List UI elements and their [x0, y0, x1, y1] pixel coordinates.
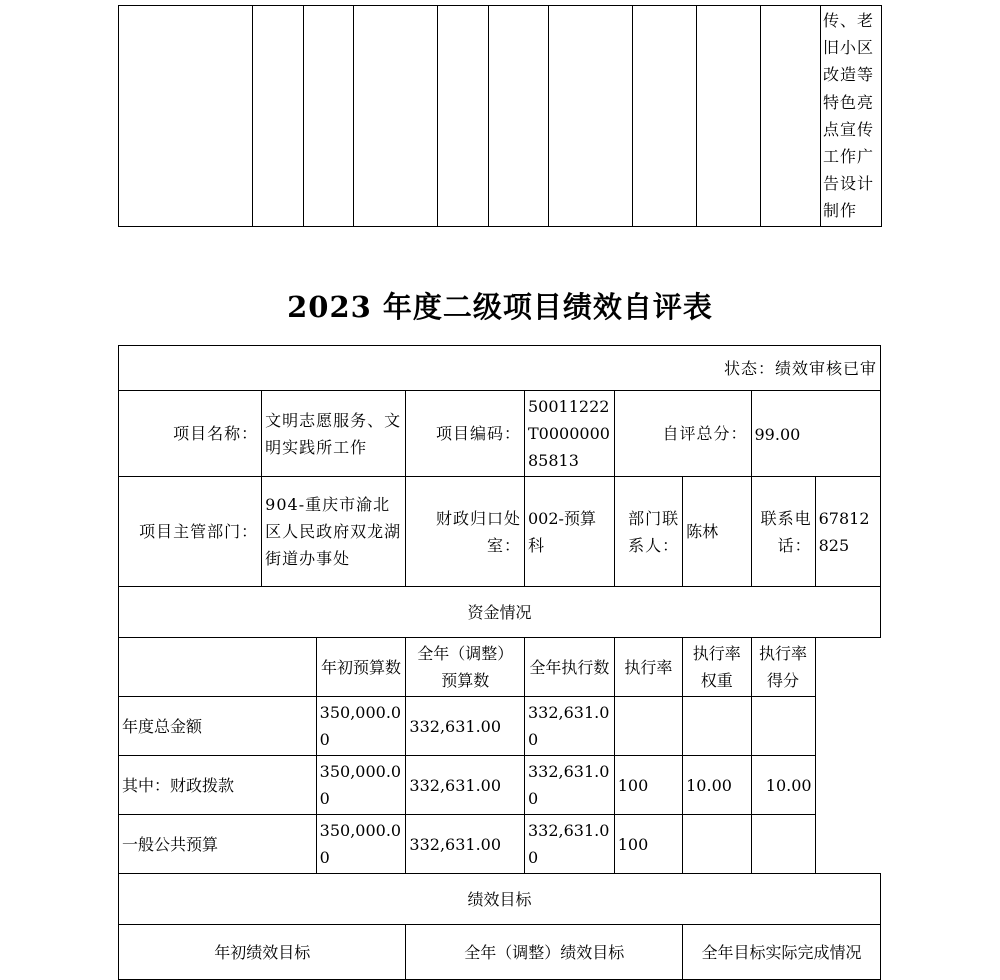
exec-score-cell — [751, 697, 815, 756]
executed-cell: 332,631.00 — [525, 815, 615, 874]
self-score-label: 自评总分： — [614, 391, 751, 477]
funds-section-title: 资金情况 — [119, 587, 881, 638]
empty-cell — [761, 6, 821, 227]
funds-header-exec-rate: 执行率 — [614, 638, 682, 697]
project-code-label: 项目编码： — [406, 391, 525, 477]
empty-cell — [633, 6, 697, 227]
project-name-label: 项目名称： — [119, 391, 262, 477]
executed-cell: 332,631.00 — [525, 697, 615, 756]
goals-section-row — [119, 874, 881, 925]
funds-header-exec-score: 执行率得分 — [751, 638, 815, 697]
row-label: 一般公共预算 — [119, 815, 317, 874]
previous-table-fragment — [118, 5, 882, 227]
project-code-value: 50011222T000000085813 — [525, 391, 615, 477]
empty-cell — [549, 6, 633, 227]
status-row — [119, 346, 881, 391]
table-row — [119, 6, 882, 227]
exec-rate-cell: 100 — [614, 756, 682, 815]
adjusted-budget-cell: 332,631.00 — [406, 697, 525, 756]
empty-cell — [438, 6, 489, 227]
exec-rate-cell: 100 — [614, 815, 682, 874]
goals-header-adjusted: 全年（调整）绩效目标 — [406, 925, 683, 980]
funds-header-exec-weight: 执行率权重 — [683, 638, 751, 697]
funds-header-executed: 全年执行数 — [525, 638, 615, 697]
funds-section-row — [119, 587, 881, 638]
table-row — [119, 756, 881, 815]
empty-cell — [119, 6, 253, 227]
dept-row — [119, 477, 881, 587]
dept-value: 904-重庆市渝北区人民政府双龙湖街道办事处 — [262, 477, 406, 587]
funds-header-row — [119, 638, 881, 697]
status-text: 状态：绩效审核已审 — [119, 346, 881, 391]
empty-cell — [253, 6, 304, 227]
dept-label: 项目主管部门： — [119, 477, 262, 587]
initial-budget-cell: 350,000.00 — [316, 697, 406, 756]
exec-rate-cell — [614, 697, 682, 756]
exec-score-cell — [751, 815, 815, 874]
exec-weight-cell — [683, 697, 751, 756]
initial-budget-cell: 350,000.00 — [316, 756, 406, 815]
page-title: 2023 年度二级项目绩效自评表 — [287, 290, 713, 324]
adjusted-budget-cell: 332,631.00 — [406, 756, 525, 815]
empty-cell — [489, 6, 549, 227]
adjusted-budget-cell: 332,631.00 — [406, 815, 525, 874]
goals-header-actual: 全年目标实际完成情况 — [683, 925, 881, 980]
empty-cell — [697, 6, 761, 227]
exec-score-cell: 10.00 — [751, 756, 815, 815]
empty-cell — [354, 6, 438, 227]
finance-office-label: 财政归口处室： — [406, 477, 525, 587]
phone-value: 67812825 — [815, 477, 880, 587]
self-score-value: 99.00 — [751, 391, 881, 477]
contact-label: 部门联系人： — [614, 477, 682, 587]
funds-header-empty — [119, 638, 317, 697]
goals-header-row — [119, 925, 881, 980]
table-row — [119, 815, 881, 874]
initial-budget-cell: 350,000.00 — [316, 815, 406, 874]
project-name-value: 文明志愿服务、文明实践所工作 — [262, 391, 406, 477]
goals-section-title: 绩效目标 — [119, 874, 881, 925]
finance-office-value: 002-预算科 — [525, 477, 615, 587]
goals-header-initial: 年初绩效目标 — [119, 925, 406, 980]
performance-evaluation-table — [118, 345, 881, 980]
table-row — [119, 697, 881, 756]
empty-cell — [304, 6, 354, 227]
funds-header-adjusted-budget: 全年（调整）预算数 — [406, 638, 525, 697]
contact-value: 陈林 — [683, 477, 751, 587]
project-row — [119, 391, 881, 477]
phone-label: 联系电话： — [751, 477, 815, 587]
funds-header-initial-budget: 年初预算数 — [316, 638, 406, 697]
row-label: 其中：财政拨款 — [119, 756, 317, 815]
exec-weight-cell: 10.00 — [683, 756, 751, 815]
row-label: 年度总金额 — [119, 697, 317, 756]
executed-cell: 332,631.00 — [525, 756, 615, 815]
exec-weight-cell — [683, 815, 751, 874]
continued-text-cell: 传、老旧小区改造等特色亮点宣传工作广告设计制作 — [821, 6, 882, 227]
